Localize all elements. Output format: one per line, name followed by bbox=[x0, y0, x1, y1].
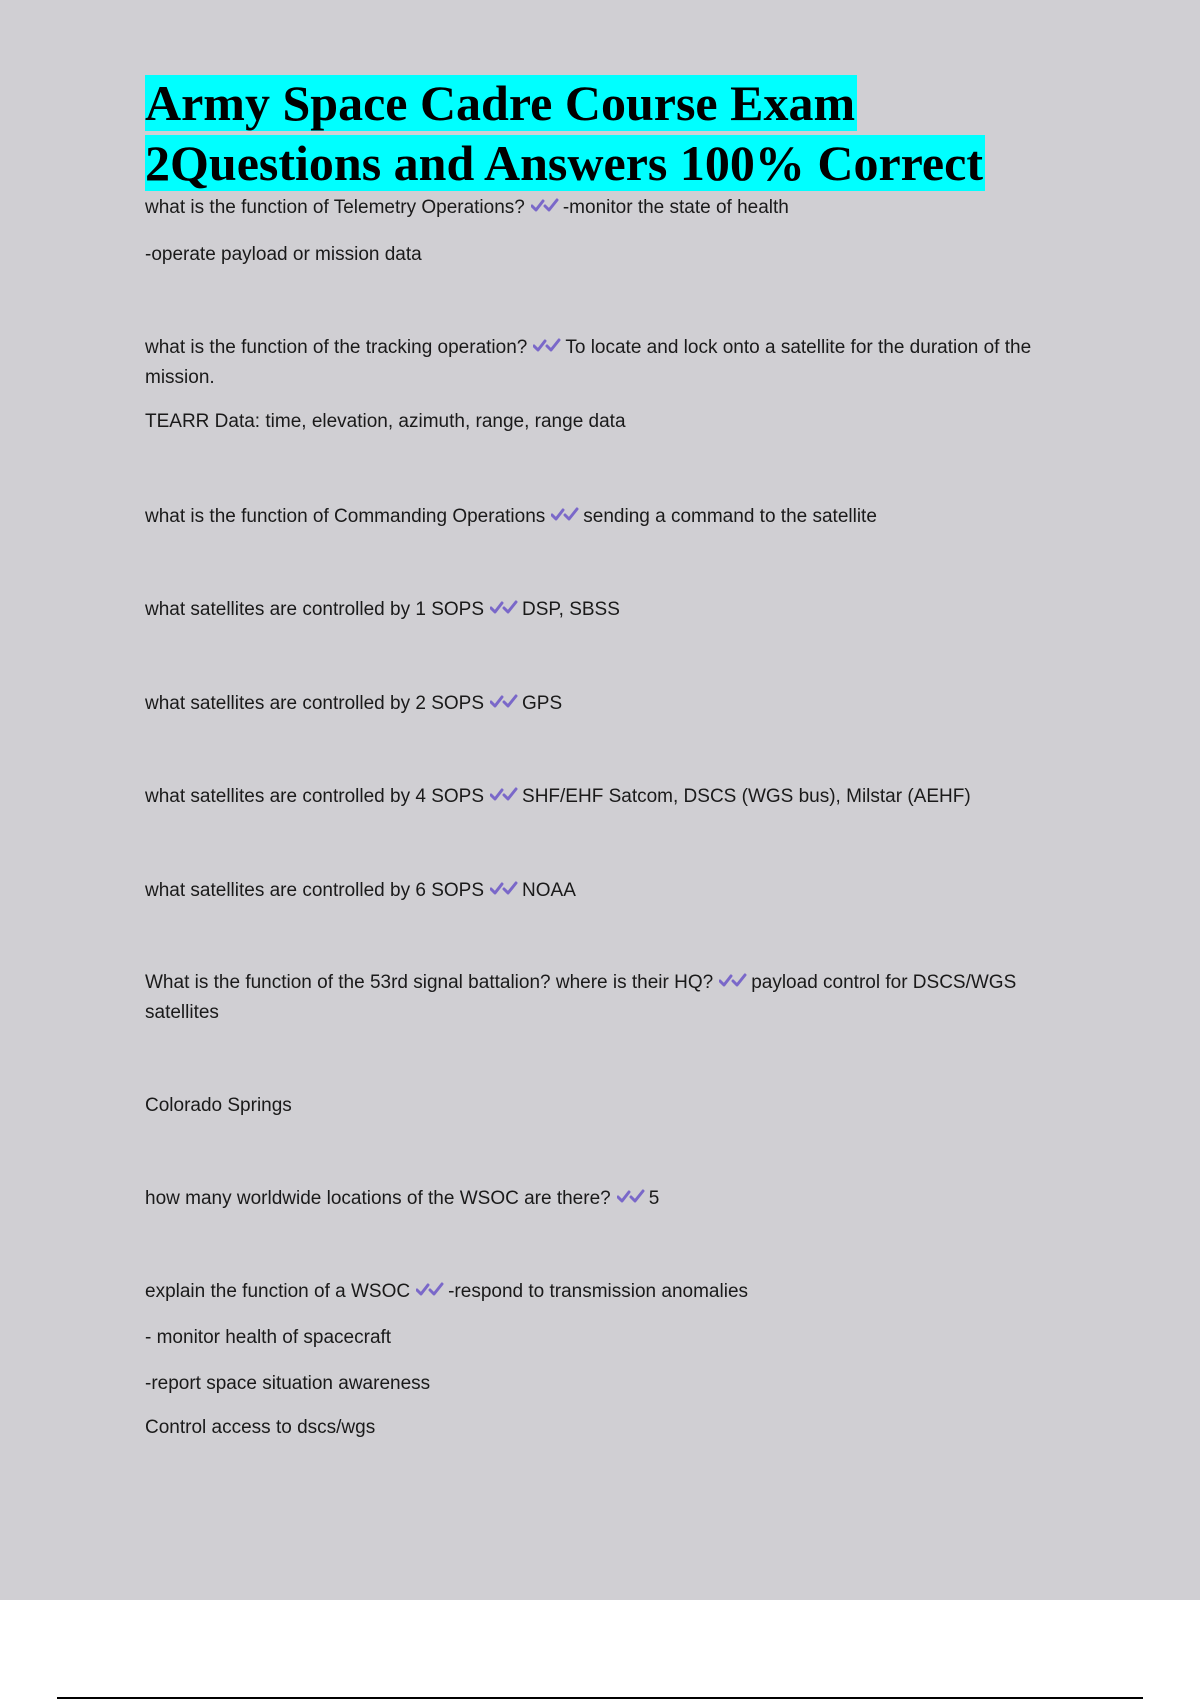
qa-question-line bbox=[145, 689, 1045, 719]
qa-item-6-sops bbox=[145, 876, 1045, 906]
qa-item-tracking bbox=[145, 333, 1045, 437]
qa-question-line bbox=[145, 333, 1045, 393]
qa-question-line bbox=[145, 1184, 1045, 1214]
qa-item-4-sops bbox=[145, 782, 1065, 812]
double-check-icon bbox=[416, 1281, 444, 1299]
qa-question-line bbox=[145, 595, 1045, 625]
qa-question: what satellites are controlled by 2 SOPS bbox=[145, 693, 485, 714]
qa-answer: SHF/EHF Satcom, DSCS (WGS bus), Milstar (AEHF) bbox=[522, 786, 971, 807]
qa-item-1-sops bbox=[145, 595, 1045, 625]
qa-question: what satellites are controlled by 1 SOPS bbox=[145, 599, 485, 620]
qa-answer: GPS bbox=[522, 693, 563, 714]
qa-question: what satellites are controlled by 6 SOPS bbox=[145, 880, 485, 901]
qa-extra-line: - monitor health of spacecraft bbox=[145, 1327, 392, 1348]
qa-answer: To locate and lock onto a satellite for the duration of the mission. bbox=[145, 337, 1032, 388]
qa-question-line bbox=[145, 968, 1025, 1028]
double-check-icon bbox=[490, 599, 518, 617]
qa-item-commanding bbox=[145, 502, 1045, 532]
qa-question: What is the function of the 53rd signal battalion? where is their HQ? bbox=[145, 972, 714, 993]
qa-question-line bbox=[145, 502, 1045, 532]
qa-answer: NOAA bbox=[522, 880, 576, 901]
qa-extra-line: TEARR Data: time, elevation, azimuth, range, range data bbox=[145, 411, 626, 432]
qa-answer: sending a command to the satellite bbox=[583, 506, 877, 527]
qa-question-line bbox=[145, 1277, 1045, 1307]
double-check-icon bbox=[531, 197, 559, 215]
double-check-icon bbox=[490, 786, 518, 804]
qa-question-line bbox=[145, 876, 1045, 906]
qa-extra-line: -operate payload or mission data bbox=[145, 244, 422, 265]
qa-question: explain the function of a WSOC bbox=[145, 1281, 411, 1302]
qa-extra-line: -report space situation awareness bbox=[145, 1373, 431, 1394]
qa-answer: -monitor the state of health bbox=[562, 197, 789, 218]
qa-item-wsoc-function bbox=[145, 1277, 1045, 1443]
qa-extra-line: Colorado Springs bbox=[145, 1095, 292, 1116]
qa-question-line bbox=[145, 193, 1045, 223]
title-line-2: 2Questions and Answers 100% Correct bbox=[145, 135, 983, 191]
footer-divider bbox=[57, 1697, 1143, 1699]
double-check-icon bbox=[719, 972, 747, 990]
qa-item-53rd-signal bbox=[145, 968, 1025, 1028]
qa-question: what is the function of Telemetry Operations? bbox=[145, 197, 525, 218]
document-title bbox=[145, 73, 1045, 193]
qa-question: what satellites are controlled by 4 SOPS bbox=[145, 786, 485, 807]
document-content bbox=[145, 73, 1045, 1438]
double-check-icon bbox=[617, 1188, 645, 1206]
double-check-icon bbox=[490, 880, 518, 898]
qa-item-telemetry bbox=[145, 193, 1045, 270]
qa-answer: DSP, SBSS bbox=[522, 599, 620, 620]
qa-item-hq-location bbox=[145, 1091, 1045, 1121]
qa-answer: -respond to transmission anomalies bbox=[448, 1281, 749, 1302]
double-check-icon bbox=[533, 337, 561, 355]
qa-question: what is the function of Commanding Operations bbox=[145, 506, 546, 527]
qa-question-line bbox=[145, 782, 1065, 812]
qa-answer: payload control for DSCS/WGS satellites bbox=[145, 972, 1017, 1023]
title-line-1: Army Space Cadre Course Exam bbox=[145, 75, 856, 131]
qa-question: how many worldwide locations of the WSOC are there? bbox=[145, 1188, 611, 1209]
double-check-icon bbox=[551, 506, 579, 524]
qa-question: what is the function of the tracking operation? bbox=[145, 337, 528, 358]
qa-answer: 5 bbox=[648, 1188, 660, 1209]
qa-item-wsoc-locations bbox=[145, 1184, 1045, 1214]
qa-item-2-sops bbox=[145, 689, 1045, 719]
qa-extra-line: Control access to dscs/wgs bbox=[145, 1417, 376, 1438]
double-check-icon bbox=[490, 693, 518, 711]
